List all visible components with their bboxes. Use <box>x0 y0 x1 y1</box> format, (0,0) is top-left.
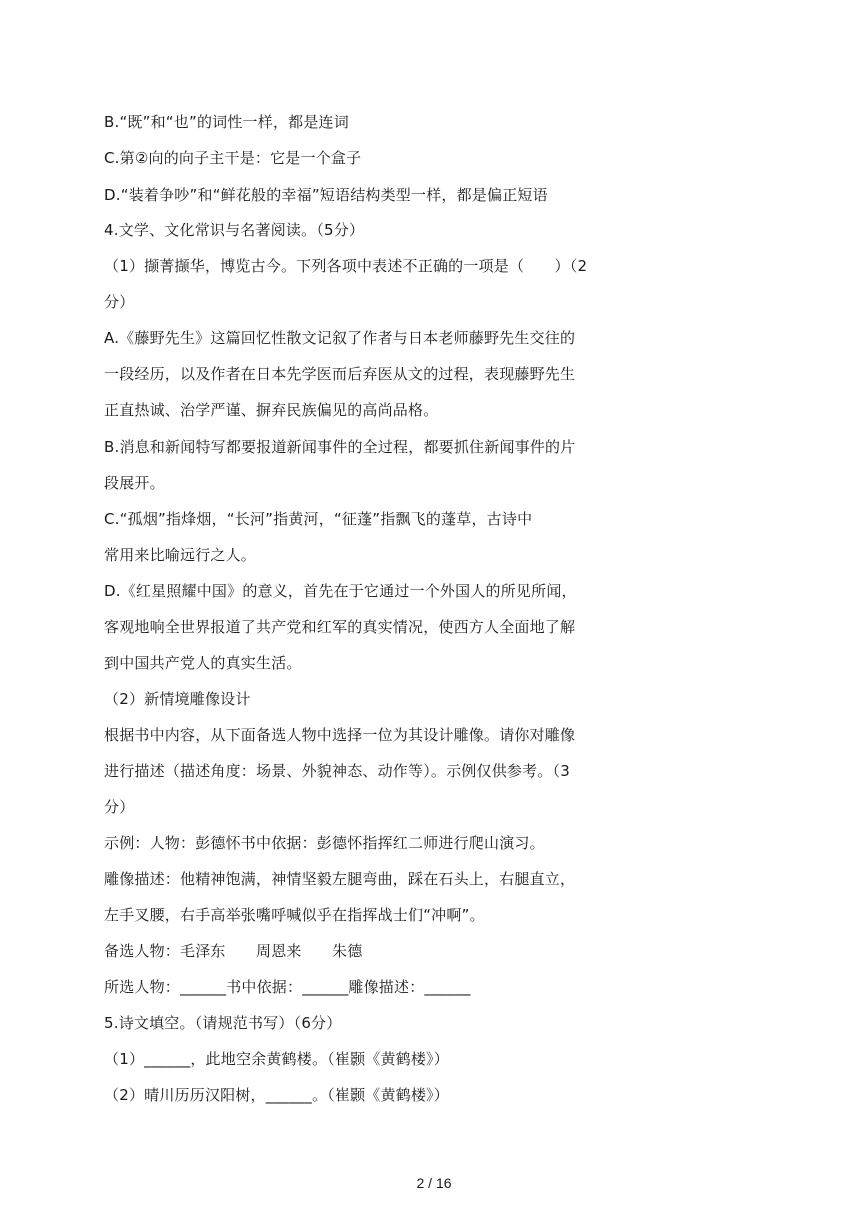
question-5-heading: 5.诗文填空。（请规范书写）（6分） <box>104 1014 342 1032</box>
question-4-heading: 4.文学、文化常识与名著阅读。（5分） <box>104 221 365 239</box>
choice-b-line: 段展开。 <box>104 474 165 492</box>
question-4-2-line: 进行描述（描述角度：场景、外貌神态、动作等）。示例仅供参考。（3 <box>104 762 570 780</box>
choice-d-line: 到中国共产党人的真实生活。 <box>104 654 302 672</box>
answer-blank-line: 所选人物：______书中依据：______雕像描述：______ <box>104 978 471 996</box>
choice-d-line: 客观地响全世界报道了共产党和红军的真实情况，使西方人全面地了解 <box>104 618 576 636</box>
choice-a-line: 正直热诚、治学严谨、摒弃民族偏见的高尚品格。 <box>104 401 439 419</box>
question-4-2-line: 分） <box>104 798 135 816</box>
option-d-line: D.“装着争吵”和“鲜花般的幸福”短语结构类型一样，都是偏正短语 <box>104 186 548 204</box>
example-line: 左手叉腰，右手高举张嘴呼喊似乎在指挥战士们“冲啊”。 <box>104 906 485 924</box>
option-b-line: B.“既”和“也”的词性一样，都是连词 <box>104 113 349 131</box>
choice-c-line: C.“孤烟”指烽烟，“长河”指黄河，“征蓬”指飘飞的蓬草，古诗中 <box>104 510 533 528</box>
question-4-1-line: 分） <box>104 293 135 311</box>
example-line: 示例：人物：彭德怀书中依据：彭德怀指挥红二师进行爬山演习。 <box>104 834 545 852</box>
example-line: 雕像描述：他精神饱满，神情坚毅左腿弯曲，踩在石头上，右腿直立， <box>104 870 576 888</box>
option-c-line: C.第②向的向子主干是：它是一个盒子 <box>104 149 362 167</box>
choice-b-line: B.消息和新闻特写都要报道新闻事件的全过程，都要抓住新闻事件的片 <box>104 438 576 456</box>
page-number: 2 / 16 <box>416 1175 452 1191</box>
question-5-1-line: （1）______，此地空余黄鹤楼。（崔颢《黄鹤楼》） <box>104 1050 449 1068</box>
choice-c-line: 常用来比喻远行之人。 <box>104 546 257 564</box>
candidates-line: 备选人物：毛泽东 周恩来 朱德 <box>104 942 363 960</box>
question-5-2-line: （2）晴川历历汉阳树，______。（崔颢《黄鹤楼》） <box>104 1086 449 1104</box>
choice-d-line: D.《红星照耀中国》的意义，首先在于它通过一个外国人的所见所闻， <box>104 582 577 600</box>
question-4-2-line: 根据书中内容，从下面备选人物中选择一位为其设计雕像。请你对雕像 <box>104 726 576 744</box>
choice-a-line: 一段经历，以及作者在日本先学医而后弃医从文的过程，表现藤野先生 <box>104 365 576 383</box>
choice-a-line: A.《藤野先生》这篇回忆性散文记叙了作者与日本老师藤野先生交往的 <box>104 329 576 347</box>
question-4-2-line: （2）新情境雕像设计 <box>104 690 251 708</box>
question-4-1-line: （1）撷菁撷华，博览古今。下列各项中表述不正确的一项是（ ）（2 <box>104 257 588 275</box>
